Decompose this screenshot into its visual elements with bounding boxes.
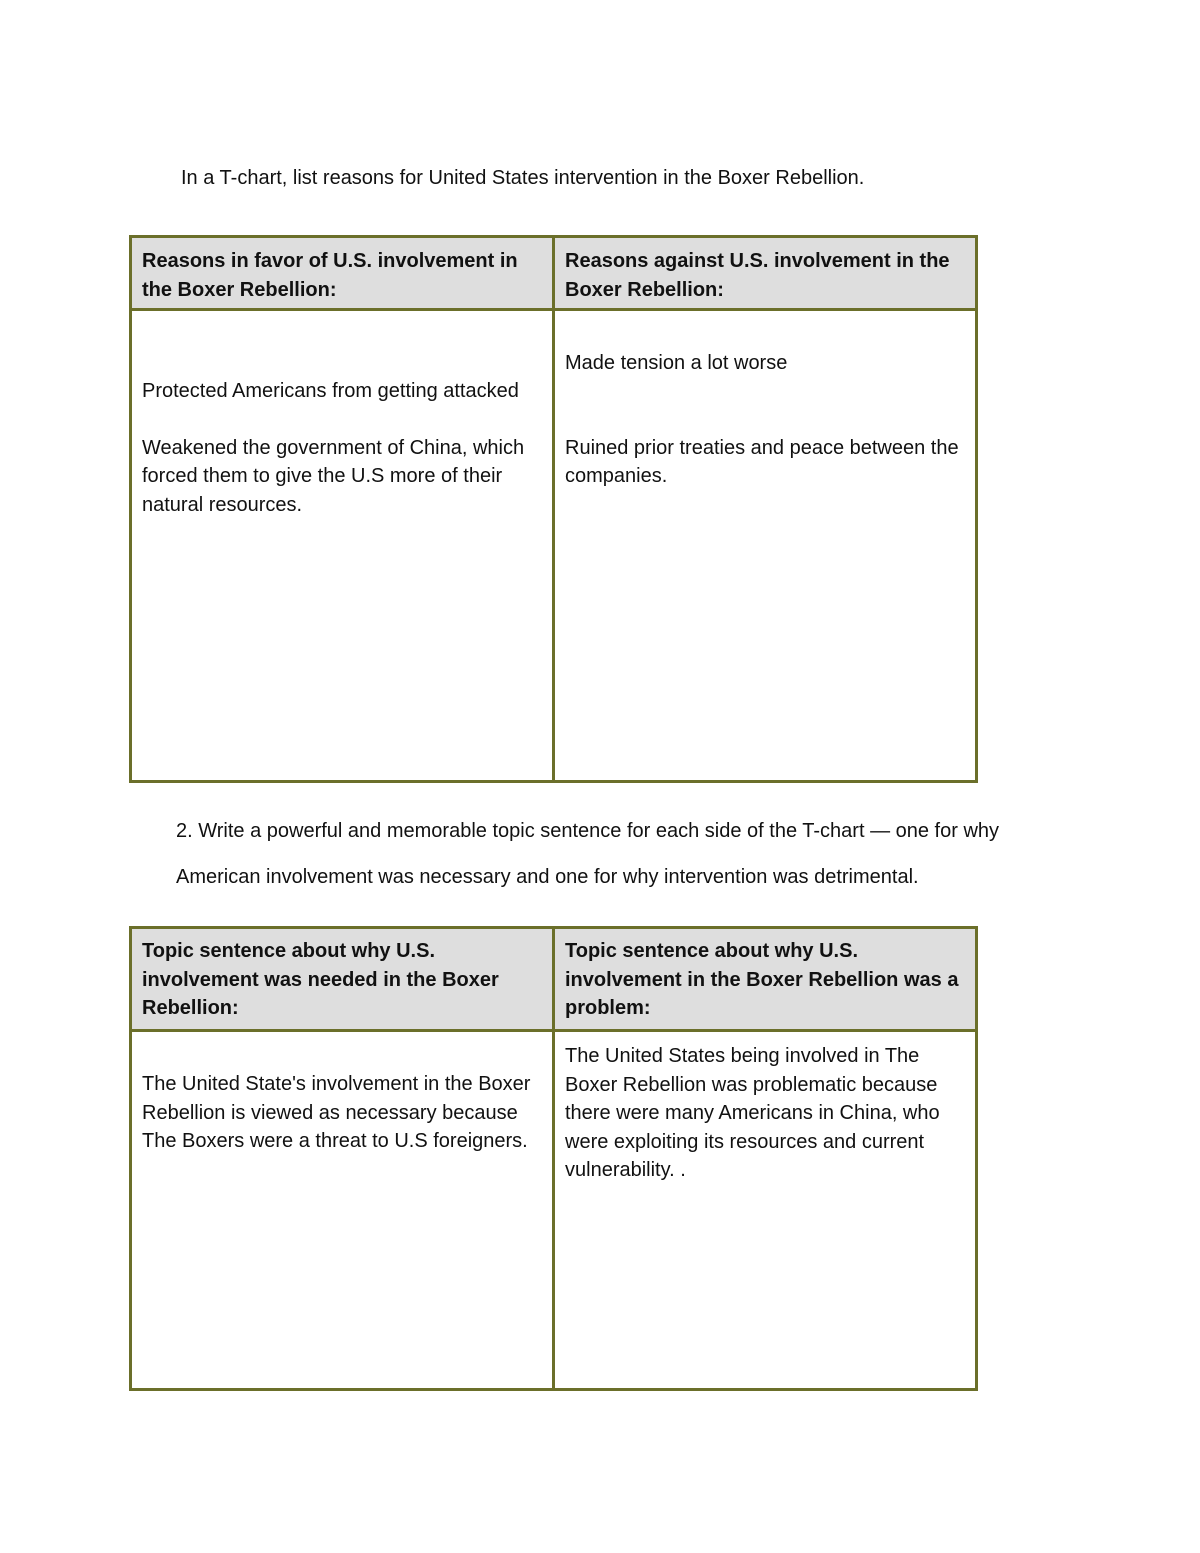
t-chart-header-row bbox=[131, 928, 977, 1031]
t-chart-body-row bbox=[131, 1031, 977, 1390]
topic-sentence-t-chart bbox=[129, 926, 978, 1391]
t-chart-header-row bbox=[131, 237, 977, 310]
question-2-prompt: 2. Write a powerful and memorable topic sentence for each side of the T-chart — one for why American involvement was necessary and one for why intervention was detrimental. bbox=[176, 820, 1000, 888]
header-topic-problem: Topic sentence about why U.S. involvement in the Boxer Rebellion was a problem: bbox=[554, 928, 977, 1031]
header-topic-needed: Topic sentence about why U.S. involvement was needed in the Boxer Rebellion: bbox=[131, 928, 554, 1031]
topic-needed-cell bbox=[131, 1031, 554, 1390]
reasons-in-favor-cell bbox=[131, 310, 554, 782]
reasons-against-cell bbox=[554, 310, 977, 782]
topic-sentence-needed: The United State's involvement in the Boxer Rebellion is viewed as necessary because The Boxers were a threat to U.S foreigners. bbox=[142, 1073, 531, 1152]
reasons-t-chart bbox=[129, 235, 978, 783]
t-chart-body-row bbox=[131, 310, 977, 782]
reason-in-favor-item: Protected Americans from getting attacked bbox=[142, 380, 519, 402]
topic-problem-cell bbox=[554, 1031, 977, 1390]
reason-against-item: Ruined prior treaties and peace between the companies. bbox=[565, 436, 959, 487]
topic-sentence-problem: The United States being involved in The Boxer Rebellion was problematic because there were many Americans in China, who were exploiting its resources and current vulnerability. . bbox=[565, 1045, 940, 1181]
reason-against-item: Made tension a lot worse bbox=[565, 352, 788, 374]
header-reasons-in-favor: Reasons in favor of U.S. involvement in the Boxer Rebellion: bbox=[131, 237, 554, 310]
header-reasons-against: Reasons against U.S. involvement in the Boxer Rebellion: bbox=[554, 237, 977, 310]
reason-in-favor-item: Weakened the government of China, which forced them to give the U.S more of their natural resources. bbox=[142, 436, 525, 516]
question-1-prompt: In a T-chart, list reasons for United States intervention in the Boxer Rebellion. bbox=[181, 167, 865, 189]
